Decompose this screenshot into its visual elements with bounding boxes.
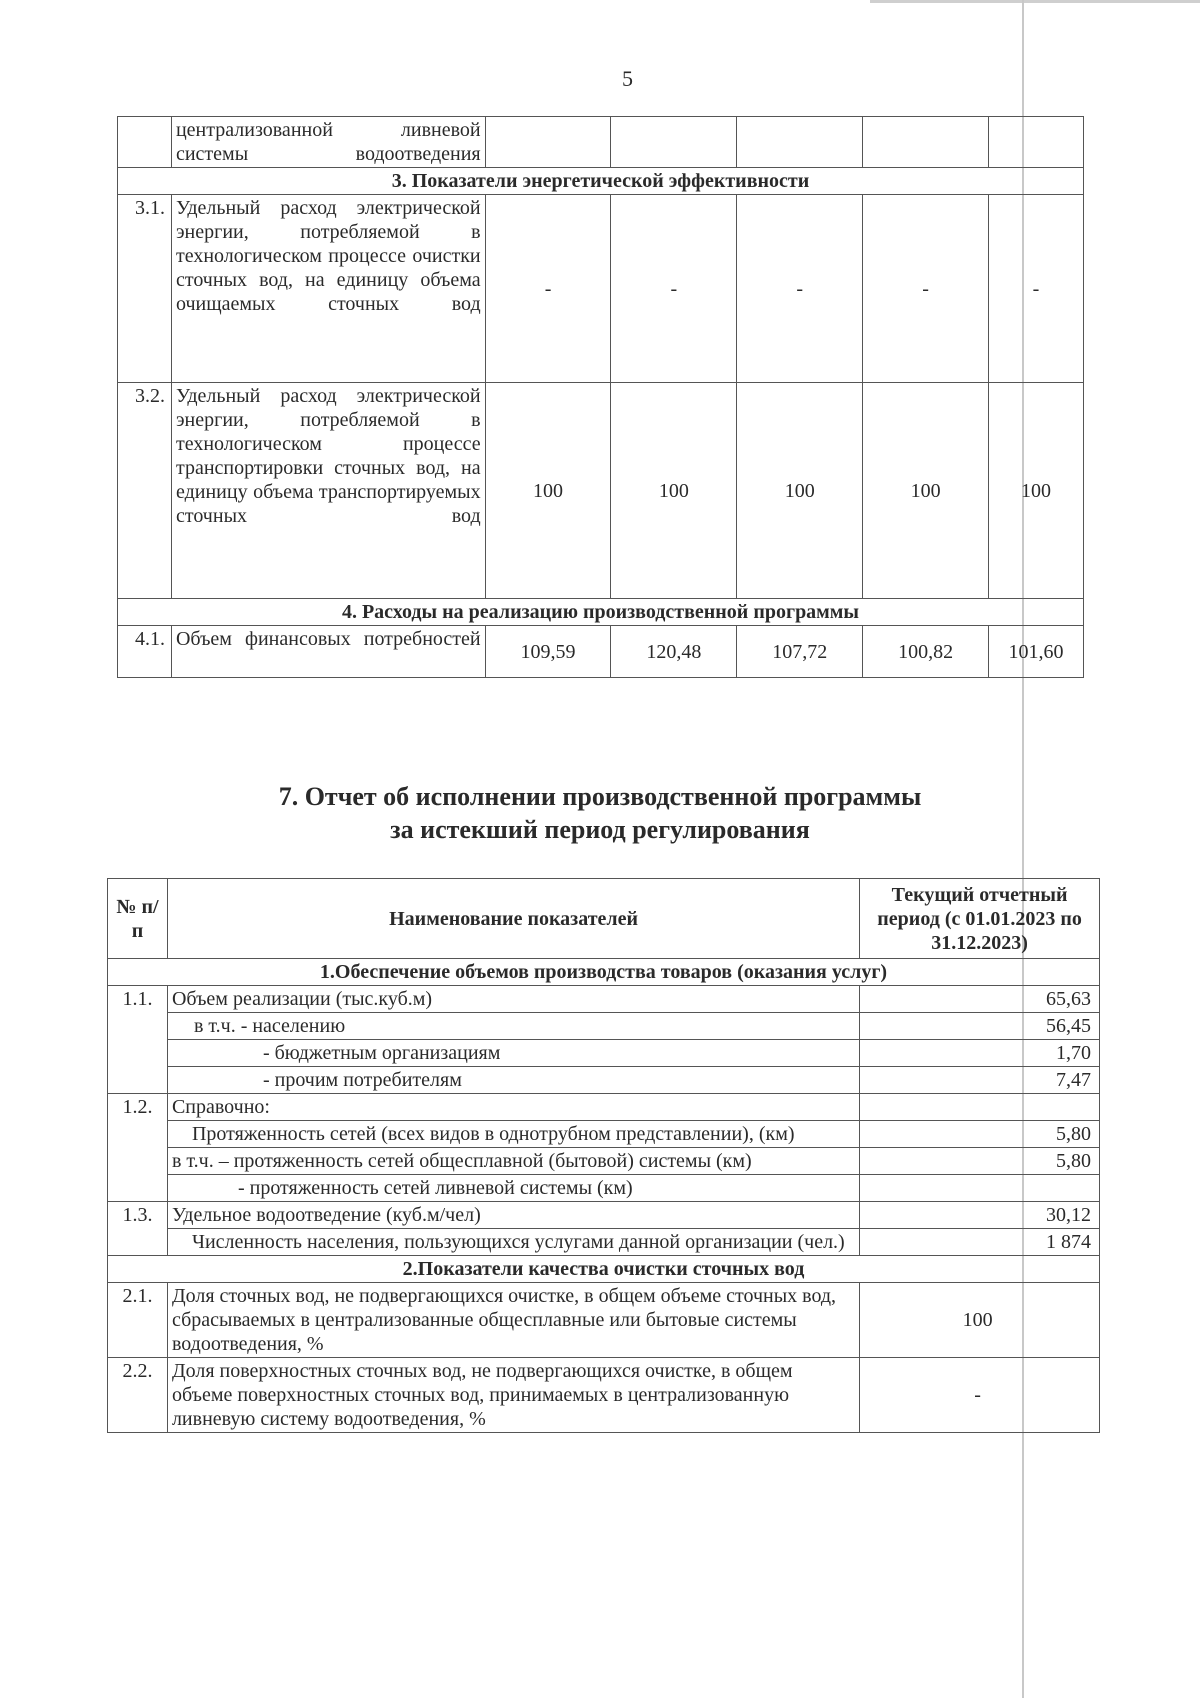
table-row (108, 1013, 1100, 1040)
cell-name: - протяженность сетей ливневой системы (км) (167, 1175, 859, 1202)
section-row (118, 599, 1084, 626)
cell-name: Доля поверхностных сточных вод, не подвергающихся очистке, в общем объеме поверхностных сточных вод, принимаемых в централизованную ливневую систему водоотведения, % (167, 1358, 859, 1433)
table-row (108, 1094, 1100, 1121)
cell-name: в т.ч. – протяженность сетей общесплавной (бытовой) системы (км) (167, 1148, 859, 1175)
cell-name: - прочим потребителям (167, 1067, 859, 1094)
table-row (108, 1067, 1100, 1094)
cell-value: 101,60 (989, 626, 1084, 678)
table-row (108, 1202, 1100, 1229)
cell-value (860, 1094, 1100, 1121)
cell-value: 30,12 (860, 1202, 1100, 1229)
table-row (108, 1175, 1100, 1202)
cell-name: Доля сточных вод, не подвергающихся очистке, в общем объеме сточных вод, сбрасываемых в централизованные общесплавные или бытовые системы водоотведения, % (167, 1283, 859, 1358)
section-title: 4. Расходы на реализацию производственной программы (118, 599, 1084, 626)
cell-value (611, 117, 737, 168)
cell-num: 1.2. (108, 1094, 168, 1202)
cell-value: - (863, 195, 989, 383)
cell-value: 56,45 (860, 1013, 1100, 1040)
cell-name: Объем финансовых потребностей (171, 626, 485, 678)
section-row (108, 1256, 1100, 1283)
section-row (118, 168, 1084, 195)
cell-num (118, 117, 172, 168)
cell-value (863, 117, 989, 168)
heading-line-2: за истекший период регулирования (390, 815, 810, 844)
indicators-table-continued (117, 116, 1084, 678)
table-row (108, 1358, 1100, 1433)
cell-num: 3.2. (118, 383, 172, 599)
cell-value: 5,80 (860, 1121, 1100, 1148)
table-row (108, 1040, 1100, 1067)
cell-name: Объем реализации (тыс.куб.м) (167, 986, 859, 1013)
cell-value (485, 117, 611, 168)
cell-value: 1 874 (860, 1229, 1100, 1256)
cell-num: 2.1. (108, 1283, 168, 1358)
table-row (118, 117, 1084, 168)
cell-value (860, 1175, 1100, 1202)
cell-value: - (485, 195, 611, 383)
section-title: 1.Обеспечение объемов производства товаров (оказания услуг) (108, 959, 1100, 986)
cell-value: 100 (863, 383, 989, 599)
header-row (108, 879, 1100, 959)
cell-value: 100,82 (863, 626, 989, 678)
cell-value: 100 (860, 1283, 1100, 1358)
cell-name: Удельный расход электрической энергии, потребляемой в технологическом процессе очистки сточных вод, на единицу объема очищаемых сточных вод (171, 195, 485, 383)
cell-name: Удельный расход электрической энергии, потребляемой в технологическом процессе транспортировки сточных вод, на единицу объема транспортируемых сточных вод (171, 383, 485, 599)
table-row (118, 195, 1084, 383)
cell-value: 100 (989, 383, 1084, 599)
cell-value: - (611, 195, 737, 383)
cell-name: Справочно: (167, 1094, 859, 1121)
cell-value: 5,80 (860, 1148, 1100, 1175)
cell-value: 109,59 (485, 626, 611, 678)
cell-name: в т.ч. - населению (167, 1013, 859, 1040)
cell-value: 1,70 (860, 1040, 1100, 1067)
scan-edge-top (870, 0, 1200, 3)
cell-num: 4.1. (118, 626, 172, 678)
cell-num: 1.3. (108, 1202, 168, 1256)
cell-num: 3.1. (118, 195, 172, 383)
table-row (118, 626, 1084, 678)
cell-name: Протяженность сетей (всех видов в однотрубном представлении), (км) (167, 1121, 859, 1148)
cell-name: - бюджетным организациям (167, 1040, 859, 1067)
section-title: 3. Показатели энергетической эффективности (118, 168, 1084, 195)
report-table (107, 878, 1100, 1433)
cell-value (989, 117, 1084, 168)
table-row (108, 1148, 1100, 1175)
table-row (108, 986, 1100, 1013)
cell-value: 65,63 (860, 986, 1100, 1013)
cell-value: 100 (485, 383, 611, 599)
cell-value: 100 (737, 383, 863, 599)
header-num: № п/п (108, 879, 168, 959)
cell-value: 100 (611, 383, 737, 599)
table-row (108, 1121, 1100, 1148)
cell-value: - (737, 195, 863, 383)
heading-line-1: 7. Отчет об исполнении производственной программы (278, 782, 922, 811)
table-row (108, 1283, 1100, 1358)
section-title: 2.Показатели качества очистки сточных вод (108, 1256, 1100, 1283)
cell-num: 2.2. (108, 1358, 168, 1433)
cell-value: 107,72 (737, 626, 863, 678)
cell-num: 1.1. (108, 986, 168, 1094)
header-name: Наименование показателей (167, 879, 859, 959)
cell-value (737, 117, 863, 168)
cell-name: Численность населения, пользующихся услугами данной организации (чел.) (167, 1229, 859, 1256)
header-period: Текущий отчетный период (с 01.01.2023 по 31.12.2023) (860, 879, 1100, 959)
cell-value: 7,47 (860, 1067, 1100, 1094)
cell-value: 120,48 (611, 626, 737, 678)
cell-name: Удельное водоотведение (куб.м/чел) (167, 1202, 859, 1229)
cell-value: - (989, 195, 1084, 383)
cell-name: централизованной ливневой системы водоотведения (171, 117, 485, 168)
page-number: 5 (622, 66, 633, 91)
section-row (108, 959, 1100, 986)
table-row (118, 383, 1084, 599)
section-heading (0, 780, 1200, 846)
table-row (108, 1229, 1100, 1256)
cell-value: - (860, 1358, 1100, 1433)
